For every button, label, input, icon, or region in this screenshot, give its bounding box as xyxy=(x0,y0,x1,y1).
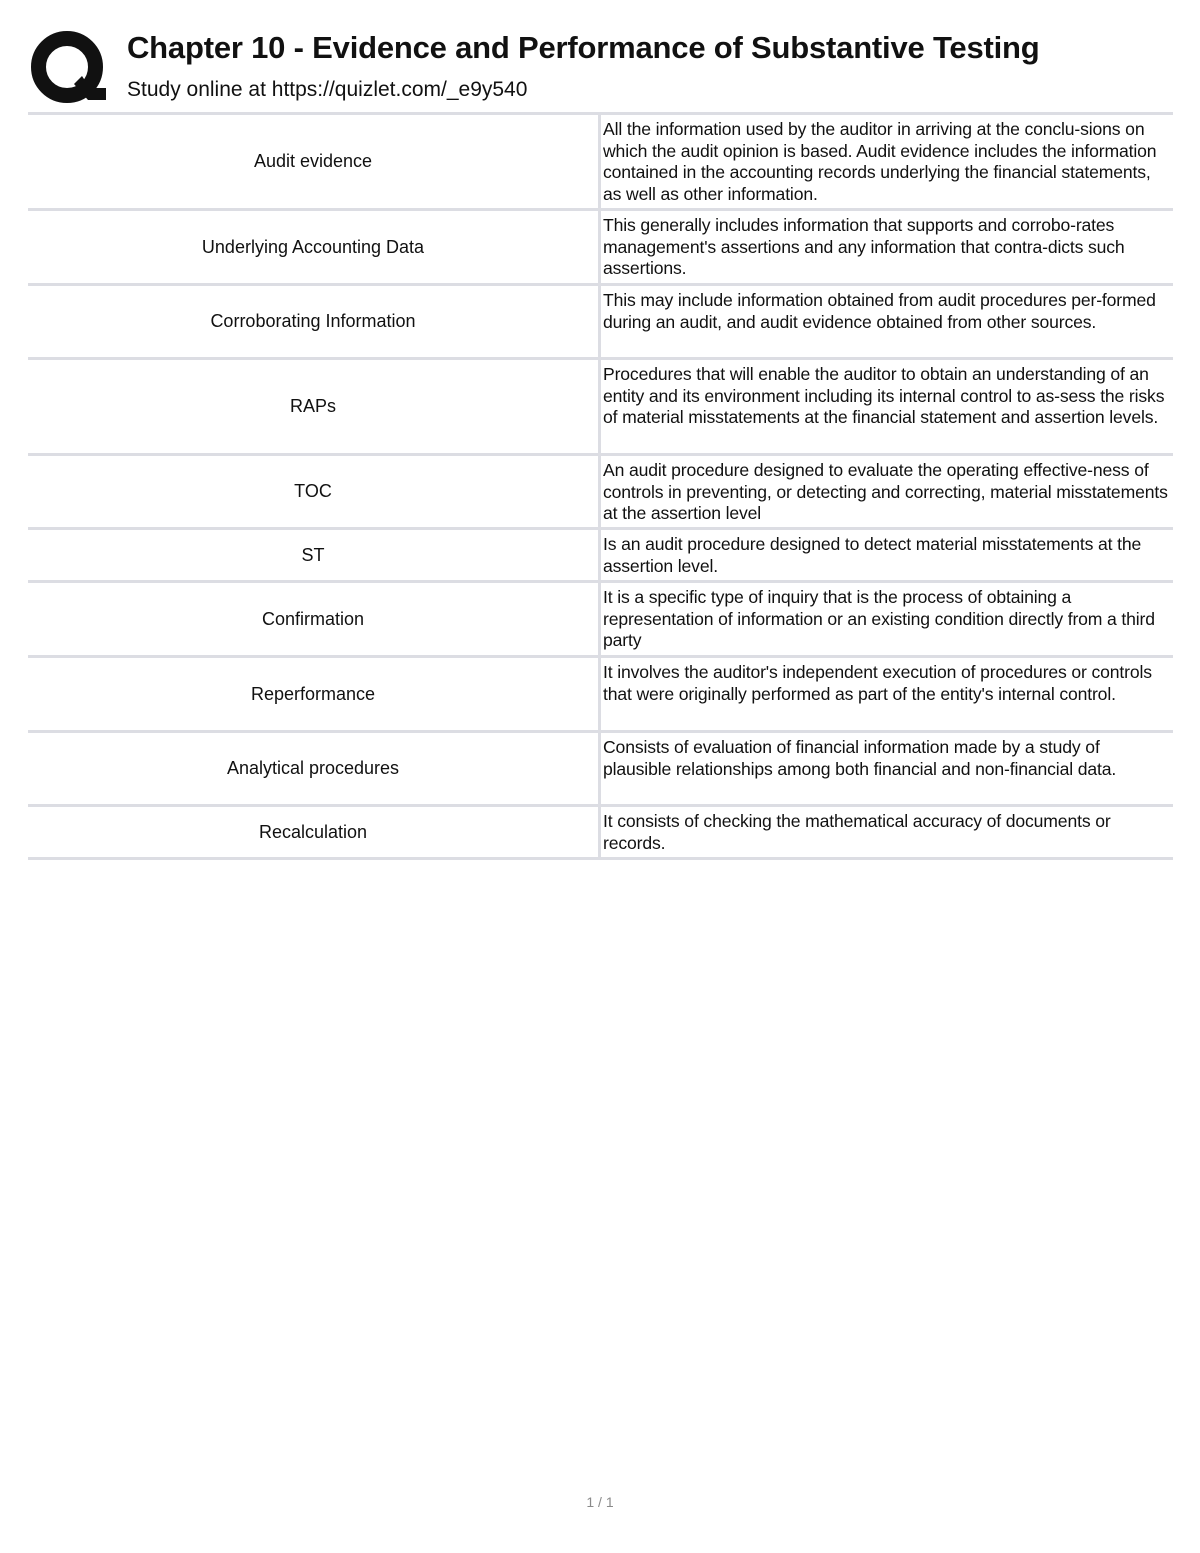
card-row xyxy=(28,807,1173,860)
card-term: RAPs xyxy=(289,396,336,416)
card-row xyxy=(28,360,1173,456)
card-definition: It involves the auditor's independent execution of procedures or controls that were originally performed as part of the entity's internal control. xyxy=(598,658,1173,730)
card-definition: Procedures that will enable the auditor to obtain an understanding of an entity and its environment including its internal control to as-sess the risks of material misstatements at the financial statement and assertion levels. xyxy=(598,360,1173,453)
card-definition: It is a specific type of inquiry that is the process of obtaining a representation of information or an existing condition directly from a third party xyxy=(598,583,1173,655)
flashcard-table xyxy=(28,112,1173,860)
card-definition: This may include information obtained from audit procedures per-formed during an audit, and audit evidence obtained from other sources. xyxy=(598,286,1173,357)
card-term: Reperformance xyxy=(250,683,376,704)
card-term: Audit evidence xyxy=(253,151,373,171)
quizlet-logo-icon xyxy=(30,30,106,106)
card-row xyxy=(28,286,1173,360)
card-row xyxy=(28,658,1173,733)
card-definition: It consists of checking the mathematical accuracy of documents or records. xyxy=(598,807,1173,857)
card-row xyxy=(28,733,1173,807)
page-number: 1 / 1 xyxy=(586,1494,614,1510)
card-term: Analytical procedures xyxy=(226,758,400,778)
card-term: ST xyxy=(301,544,325,565)
card-row xyxy=(28,583,1173,658)
study-link: Study online at https://quizlet.com/_e9y540 xyxy=(127,78,528,101)
card-term: Recalculation xyxy=(258,821,368,842)
card-definition: Consists of evaluation of financial information made by a study of plausible relationships among both financial and non-financial data. xyxy=(598,733,1173,804)
card-row xyxy=(28,211,1173,286)
page-title: Chapter 10 - Evidence and Performance of Substantive Testing xyxy=(127,30,1040,65)
card-definition: Is an audit procedure designed to detect material misstatements at the assertion level. xyxy=(598,530,1173,580)
card-definition: This generally includes information that supports and corrobo-rates management's assertions and any information that contra-dicts such assertions. xyxy=(598,211,1173,283)
card-row xyxy=(28,530,1173,583)
card-definition: An audit procedure designed to evaluate the operating effective-ness of controls in preventing, or detecting and correcting, material misstatements at the assertion level xyxy=(598,456,1173,527)
card-definition: All the information used by the auditor in arriving at the conclu-sions on which the audit opinion is based. Audit evidence includes the information contained in the accounting records underlying the financial statements, as well as other information. xyxy=(598,115,1173,208)
card-row xyxy=(28,115,1173,211)
card-term: Underlying Accounting Data xyxy=(201,236,425,257)
card-term: Confirmation xyxy=(261,608,365,629)
card-term: TOC xyxy=(294,481,332,501)
card-row xyxy=(28,456,1173,530)
card-term: Corroborating Information xyxy=(210,311,416,331)
